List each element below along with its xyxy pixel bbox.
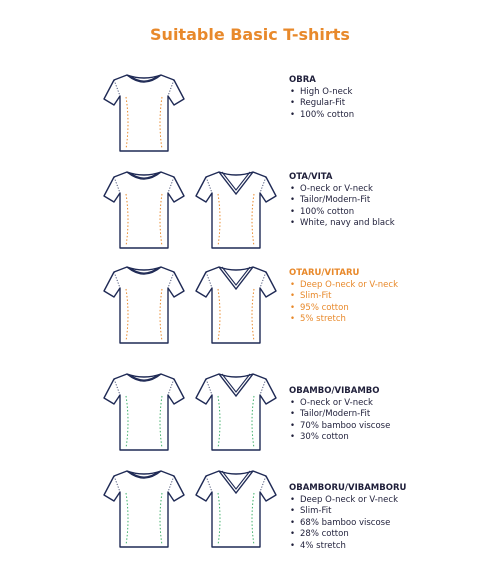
shirt-info xyxy=(289,268,398,326)
feature-item: • Deep O-neck or V-neck xyxy=(289,495,406,507)
feature-list xyxy=(289,398,390,444)
feature-item: • 100% cotton xyxy=(289,207,395,219)
feature-item: • 100% cotton xyxy=(289,110,354,122)
v-neck-tshirt-image xyxy=(192,162,280,254)
v-neck-tshirt-image xyxy=(192,364,280,456)
feature-list xyxy=(289,495,406,553)
feature-item: • Regular-Fit xyxy=(289,98,354,110)
o-neck-tshirt-image xyxy=(100,257,188,349)
o-neck-tshirt-image xyxy=(100,461,188,553)
feature-item: • Deep O-neck or V-neck xyxy=(289,280,398,292)
feature-item: • White, navy and black xyxy=(289,218,395,230)
feature-item: • High O-neck xyxy=(289,87,354,99)
shirt-info xyxy=(289,75,354,121)
v-neck-tshirt-image xyxy=(192,461,280,553)
feature-item: • Tailor/Modern-Fit xyxy=(289,409,390,421)
shirt-name: OBAMBO/VIBAMBO xyxy=(289,386,380,396)
shirt-name: OTARU/VITARU xyxy=(289,268,360,278)
feature-list xyxy=(289,184,395,230)
shirt-info xyxy=(289,483,406,553)
feature-item: • 5% stretch xyxy=(289,314,398,326)
shirt-info xyxy=(289,172,395,230)
page-title: Suitable Basic T-shirts xyxy=(150,25,350,44)
feature-item: • 28% cotton xyxy=(289,529,406,541)
feature-item: • 30% cotton xyxy=(289,432,390,444)
feature-list xyxy=(289,87,354,122)
o-neck-tshirt-image xyxy=(100,65,188,157)
shirt-name: OBAMBORU/VIBAMBORU xyxy=(289,483,407,493)
shirt-name: OBRA xyxy=(289,75,316,85)
feature-item: • 68% bamboo viscose xyxy=(289,518,406,530)
feature-item: • O-neck or V-neck xyxy=(289,398,390,410)
feature-list xyxy=(289,280,398,326)
o-neck-tshirt-image xyxy=(100,364,188,456)
v-neck-tshirt-image xyxy=(192,257,280,349)
feature-item: • Tailor/Modern-Fit xyxy=(289,195,395,207)
shirt-name: OTA/VITA xyxy=(289,172,333,182)
feature-item: • Slim-Fit xyxy=(289,291,398,303)
shirt-info xyxy=(289,386,390,444)
feature-item: • O-neck or V-neck xyxy=(289,184,395,196)
o-neck-tshirt-image xyxy=(100,162,188,254)
feature-item: • 70% bamboo viscose xyxy=(289,421,390,433)
feature-item: • 95% cotton xyxy=(289,303,398,315)
feature-item: • 4% stretch xyxy=(289,541,406,553)
feature-item: • Slim-Fit xyxy=(289,506,406,518)
